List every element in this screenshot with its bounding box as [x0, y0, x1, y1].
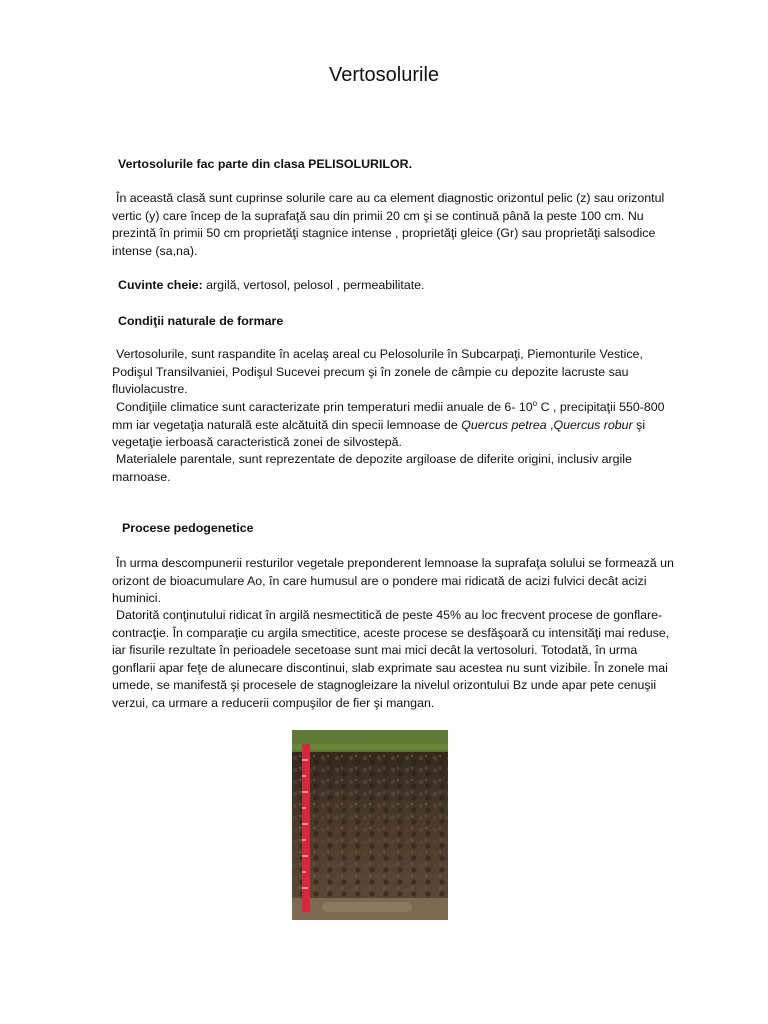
soil-profile-illustration — [292, 730, 448, 920]
species-quercus-robur: Quercus robur — [553, 417, 633, 432]
species-separator: , — [546, 417, 554, 432]
intro-heading: Vertosolurile fac parte din clasa PELISOLURILOR. — [118, 157, 413, 171]
paragraph-climate — [112, 399, 678, 452]
paragraph-swelling: Datorită conţinutului ridicat în argilă nesmectitică de peste 45% au loc frecvent procese de gonflare-contracţie. În comparaţie cu argila smectitice, aceste procese se desfăşoară cu intensităţi mai reduse, iar fisurile rezultate în perioadele secetoase sunt mai mici decât la vertosoluri. Totodată, în urma gonflarii apar feţe de alunecare discontinui, slab exprimate sau acestea nu sunt vizibile. În zonele mai umede, se manifestă şi procesele de stagnogleizare la nivelul orizontului Bz unde apar pete cenuşii verzui, ca urmare a reducerii compuşilor de fier şi mangan. — [112, 608, 670, 710]
soil-profile-photo — [292, 730, 448, 920]
section-heading-conditions: Condiţii naturale de formare — [118, 314, 284, 328]
paragraph-parent-material: Materialele parentale, sunt reprezentate de depozite argiloase de diferite origini, inclusiv argile marnoase. — [112, 452, 632, 484]
measuring-tape — [302, 744, 310, 912]
keywords-label: Cuvinte cheie: — [118, 278, 203, 292]
keywords-line — [112, 277, 684, 295]
class-description-paragraph: În această clasă sunt cuprinse solurile care au ca element diagnostic orizontul pelic (z) sau orizontul vertic (y) care încep de la suprafaţă sau din primii 20 cm şi se continuă până la peste 100 cm. Nu prezintă în primii 50 cm proprietăţi stagnice intense , proprietăţi gleice (Gr) sau proprietăţi salsodice intense (sa,na). — [112, 191, 665, 258]
climate-text-b: C , precipitaţii 550-800 mm iar vegetaţia naturală este alcătuită din specii lemnoase de — [112, 400, 665, 432]
paragraph-distribution: Vertosolurile, sunt raspandite în acelaş areal cu Pelosolurile în Subcarpaţi, Piemonturile Vestice, Podişul Transilvaniei, Podişul Sucevei precum şi în zonele de câmpie cu depozite lacruste sau fluviolacustre. — [112, 347, 643, 397]
degree-mark: o — [532, 398, 538, 408]
climate-text-a: Condiţiile climatice sunt caracterizate prin temperaturi medii anuale de 6- 10 — [116, 400, 533, 414]
keywords-text: argilă, vertosol, pelosol , permeabilitate. — [206, 278, 425, 292]
species-quercus-petrea: Quercus petrea — [461, 417, 547, 432]
page-title: Vertosolurile — [328, 64, 440, 86]
section-heading-processes: Procese pedogenetice — [122, 521, 254, 535]
climate-text-c: şi vegetaţie ierboasă caracteristică zonei de silvostepă. — [112, 417, 646, 450]
paragraph-bioaccumulation: În urma descompunerii resturilor vegetale preponderent lemnoase la suprafaţa solului se formează un orizont de bioacumulare Ao, în care humusul are o pondere mai ridicată de acizi fulvici decât acizi huminici. — [112, 556, 674, 606]
